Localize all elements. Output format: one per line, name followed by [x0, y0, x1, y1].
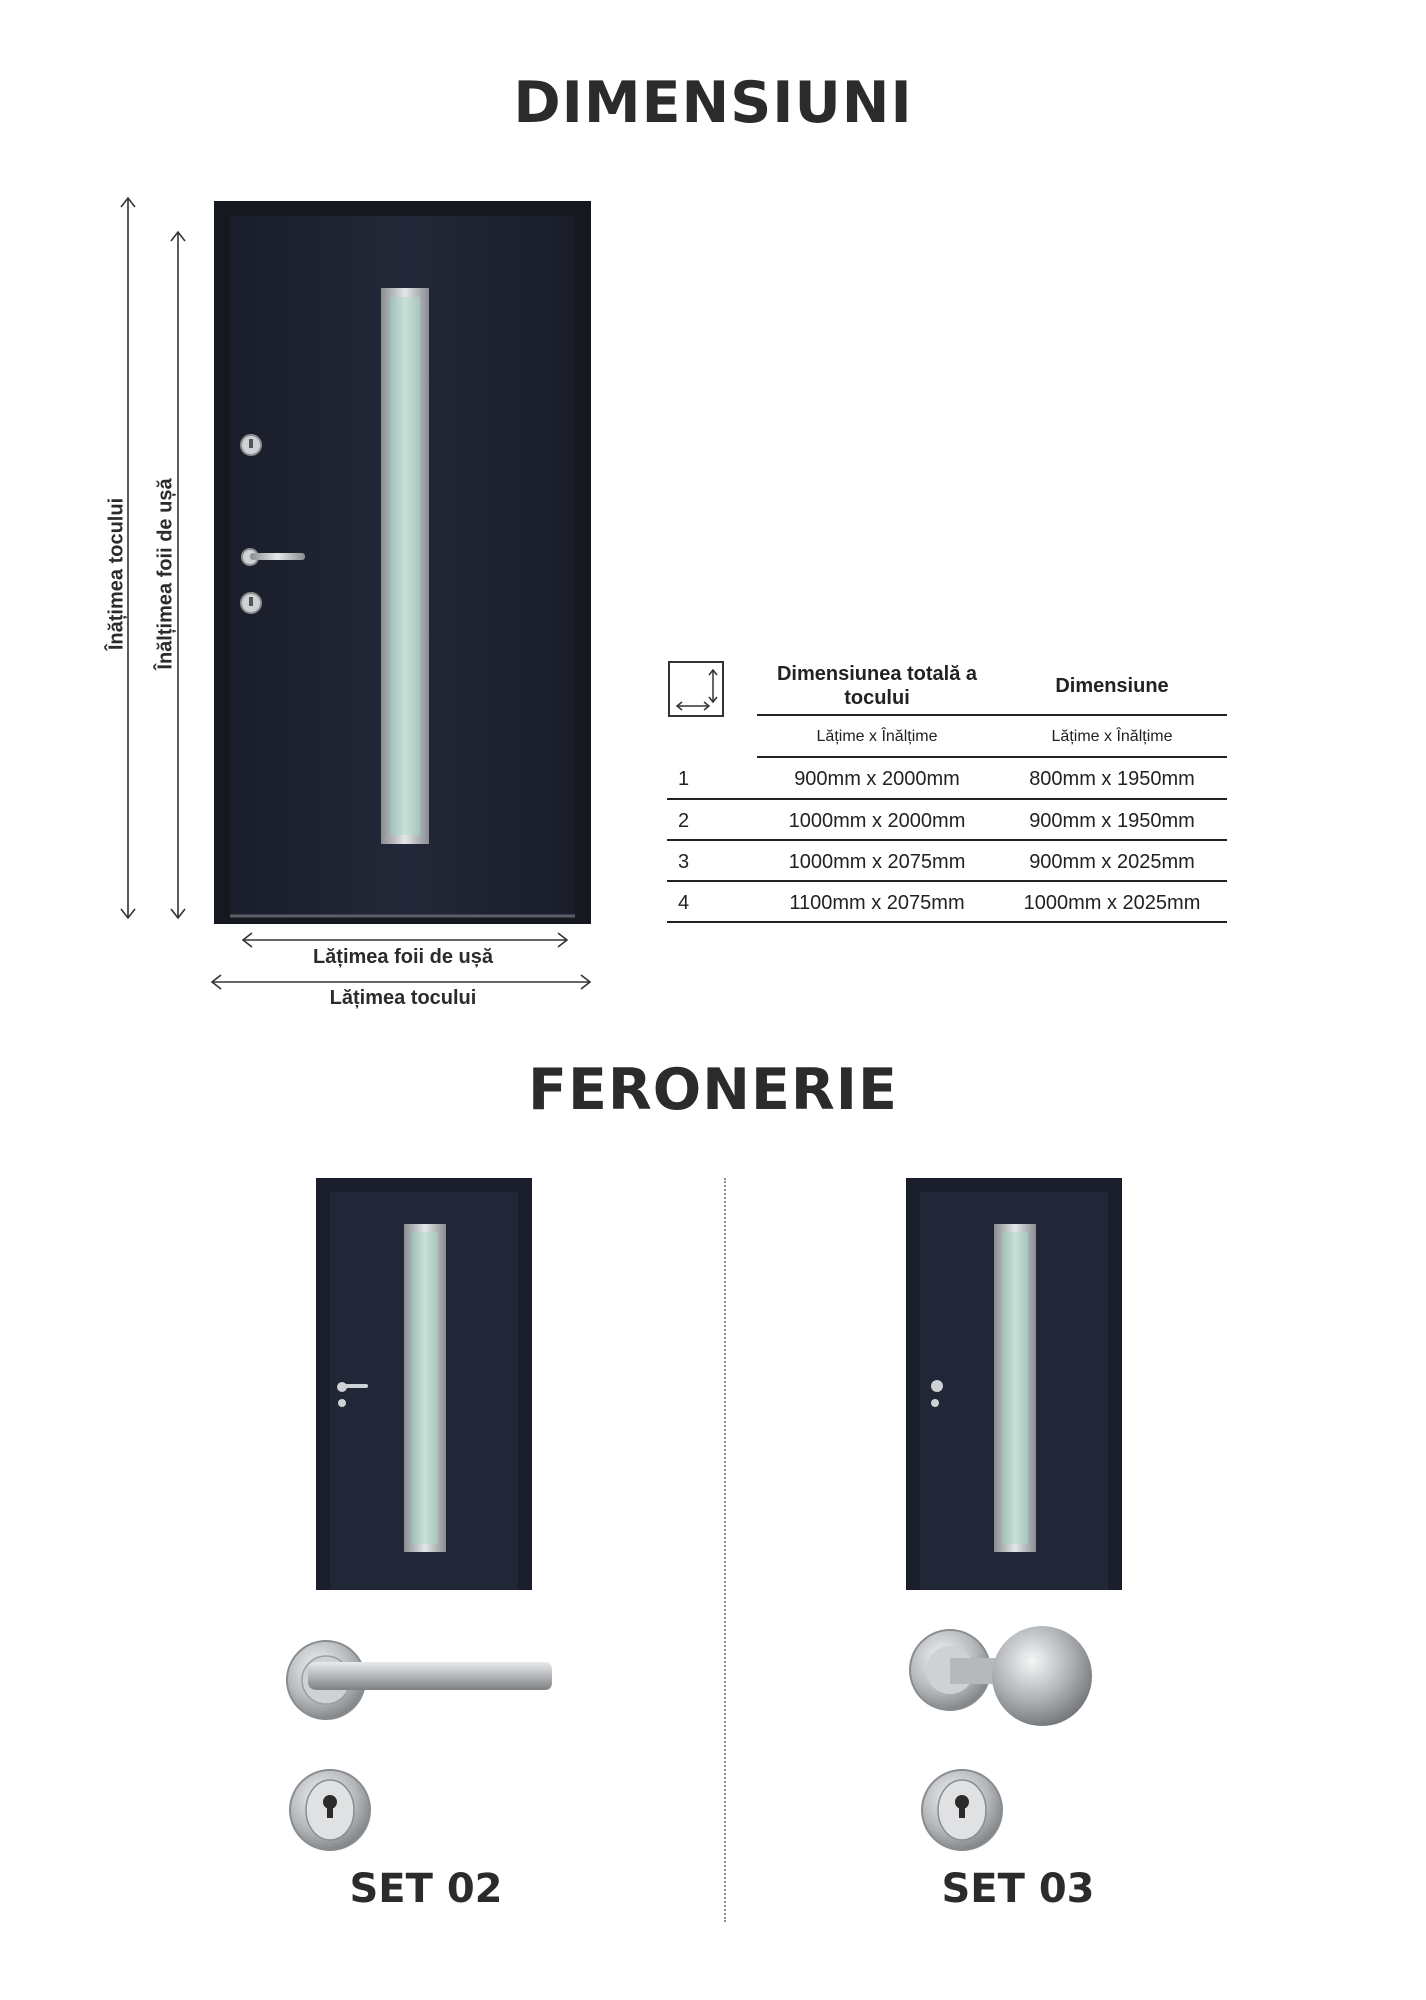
leaf-width-label: Lățimea foii de ușă — [312, 946, 494, 968]
table-cell-leaf: 800mm x 1950mm — [1029, 768, 1195, 790]
set02-label: SET 02 — [349, 1866, 503, 1912]
set02-illustration — [0, 1170, 712, 1890]
glass-panel — [390, 297, 420, 835]
dimensions-title: DIMENSIUNI — [513, 70, 913, 136]
hardware-title: FERONERIE — [528, 1057, 898, 1123]
table-cell-frame: 900mm x 2000mm — [794, 768, 960, 790]
lever-handle-icon — [287, 1641, 552, 1719]
leaf-width-arrow — [243, 933, 567, 947]
table-row-index: 3 — [678, 851, 690, 873]
frame-height-label: Înățimea tocului — [105, 497, 128, 651]
table-row-index: 2 — [678, 810, 690, 832]
set02-cylinder-icon — [290, 1770, 370, 1850]
leaf-height-label: Înălțimea foii de ușă — [154, 478, 177, 670]
frame-width-label: Lățimea tocului — [329, 987, 477, 1009]
table-subheader-dimension: Lățime x Înălțime — [1051, 728, 1173, 745]
door-handle-lever — [250, 553, 305, 560]
table-cell-frame: 1000mm x 2075mm — [788, 851, 966, 873]
table-cell-leaf: 1000mm x 2025mm — [1023, 892, 1201, 914]
dimension-icon — [667, 660, 725, 718]
table-row-index: 1 — [678, 768, 690, 790]
table-cell-leaf: 900mm x 2025mm — [1029, 851, 1195, 873]
set03-cylinder-icon — [922, 1770, 1002, 1850]
set03-illustration — [712, 1170, 1426, 1890]
table-header-dimension: Dimensiune — [1055, 675, 1169, 697]
table-header-frame: Dimensiunea totală a tocului — [776, 663, 978, 709]
table-subheader-frame: Lățime x Înălțime — [816, 728, 938, 745]
knob-handle-icon — [910, 1626, 1092, 1726]
table-cell-frame: 1000mm x 2000mm — [788, 810, 966, 832]
table-row-index: 4 — [678, 892, 690, 914]
table-cell-leaf: 900mm x 1950mm — [1029, 810, 1195, 832]
table-cell-frame: 1100mm x 2075mm — [789, 892, 965, 914]
set03-label: SET 03 — [941, 1866, 1095, 1912]
